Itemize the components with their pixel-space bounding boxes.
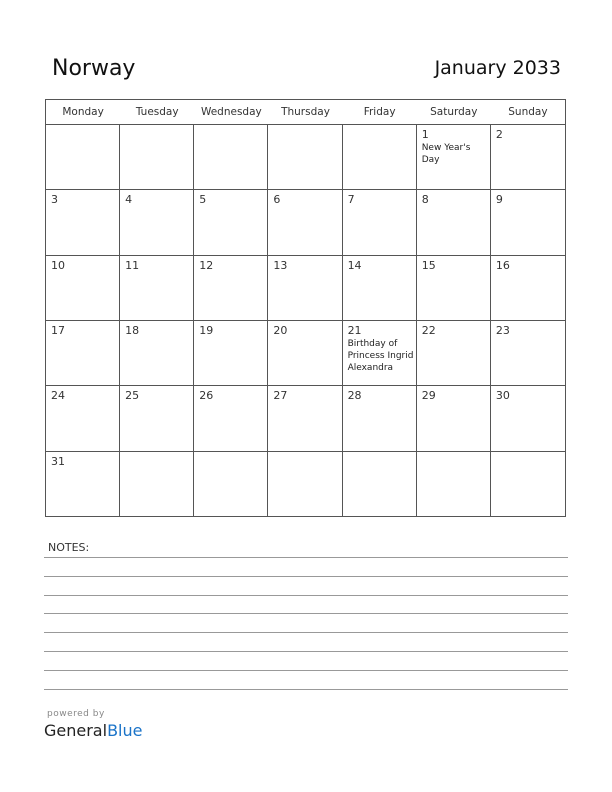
day-cell: [268, 452, 342, 517]
day-cell: [194, 386, 268, 451]
day-number: 29: [421, 389, 436, 403]
notes-label: NOTES:: [48, 541, 90, 554]
note-line: [44, 595, 568, 596]
day-cell: [268, 386, 342, 451]
day-number: 13: [273, 258, 288, 272]
day-number: 3: [51, 193, 58, 207]
day-number: 28: [347, 389, 362, 403]
day-cell: [491, 125, 565, 190]
day-number: 8: [421, 193, 429, 207]
day-cell: [343, 256, 417, 321]
weekday-label: Saturday: [430, 106, 478, 118]
day-cell: [417, 386, 491, 451]
day-cell: [268, 321, 342, 386]
day-number: 22: [421, 324, 436, 337]
day-cell: [491, 452, 565, 517]
day-cell: [194, 125, 268, 190]
note-line: [44, 557, 568, 558]
day-cell: [120, 452, 194, 517]
day-cell: [343, 321, 417, 386]
day-cell: [417, 256, 491, 321]
day-number: 12: [199, 258, 214, 272]
note-line: [44, 689, 568, 690]
day-number: 11: [125, 258, 140, 272]
brand-part-general: General: [44, 721, 108, 740]
calendar-grid: [45, 99, 566, 517]
day-cell: [491, 321, 565, 386]
day-number: 14: [347, 258, 362, 272]
day-cell: [491, 386, 565, 451]
weekday-label: Thursday: [281, 106, 330, 118]
day-number: 27: [273, 389, 288, 403]
generalblue-logo: [44, 721, 142, 740]
day-cell: [46, 386, 120, 451]
day-cell: [194, 321, 268, 386]
powered-by-text: powered by: [47, 709, 105, 719]
note-line: [44, 670, 568, 671]
day-cell: [491, 256, 565, 321]
day-number: 7: [347, 193, 355, 207]
day-number: 18: [125, 324, 140, 337]
weekday-header: [46, 100, 565, 125]
day-cell: [46, 256, 120, 321]
month-year-title: January 2033: [434, 57, 561, 79]
day-cell: [46, 125, 120, 190]
brand-part-blue: Blue: [107, 721, 143, 740]
weekday-label: Wednesday: [200, 106, 262, 118]
holiday-label: New Year's Day: [421, 143, 471, 165]
day-cell: [417, 452, 491, 517]
country-title: Norway: [52, 56, 136, 81]
note-line: [44, 576, 568, 577]
day-number: 10: [51, 258, 65, 272]
day-number: 31: [51, 454, 65, 468]
calendar-body: [46, 125, 565, 517]
note-line: [44, 632, 568, 633]
day-cell: [268, 190, 342, 255]
day-number: 17: [51, 324, 65, 337]
holiday-label: Birthday of Princess Ingrid Alexandra: [347, 339, 414, 373]
day-cell: [120, 256, 194, 321]
day-cell: [120, 386, 194, 451]
day-number: 20: [273, 324, 288, 337]
day-number: 19: [199, 324, 214, 337]
day-cell: [194, 256, 268, 321]
day-cell: [343, 386, 417, 451]
day-number: 5: [199, 193, 207, 207]
day-cell: [417, 125, 491, 190]
day-cell: [120, 321, 194, 386]
day-cell: [194, 452, 268, 517]
day-number: 30: [495, 389, 510, 403]
day-cell: [268, 256, 342, 321]
day-cell: [417, 321, 491, 386]
day-cell: [268, 125, 342, 190]
day-number: 16: [495, 258, 510, 272]
day-number: 6: [273, 193, 281, 207]
day-number: 25: [125, 389, 140, 403]
note-line: [44, 613, 568, 614]
day-number: 21: [347, 324, 362, 337]
day-cell: [343, 190, 417, 255]
weekday-label: Tuesday: [135, 106, 179, 118]
day-cell: [343, 125, 417, 190]
day-number: 4: [125, 193, 133, 207]
day-number: 1: [421, 128, 429, 141]
day-cell: [120, 190, 194, 255]
day-cell: [46, 452, 120, 517]
weekday-label: Monday: [62, 106, 104, 118]
day-number: 24: [51, 389, 65, 403]
day-cell: [46, 190, 120, 255]
day-number: 9: [495, 193, 503, 207]
day-number: 23: [495, 324, 510, 337]
day-cell: [417, 190, 491, 255]
weekday-label: Sunday: [508, 106, 548, 118]
day-number: 26: [199, 389, 214, 403]
note-line: [44, 651, 568, 652]
day-cell: [194, 190, 268, 255]
day-cell: [491, 190, 565, 255]
day-cell: [120, 125, 194, 190]
day-cell: [343, 452, 417, 517]
day-cell: [46, 321, 120, 386]
weekday-label: Friday: [363, 106, 396, 118]
day-number: 15: [421, 258, 436, 272]
day-number: 2: [495, 128, 503, 141]
